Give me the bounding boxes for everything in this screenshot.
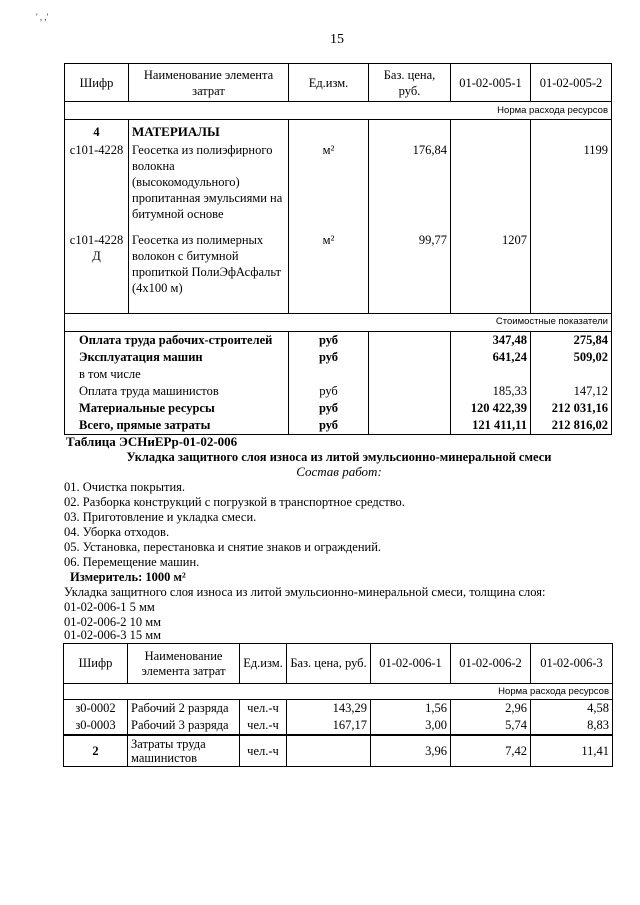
item-name: Геосетка из полимерных волокон с битумной пропиткой ПолиЭфАсфальт (4х100 м) — [129, 231, 289, 303]
cost-label: Стоимостные показатели — [65, 313, 612, 331]
header-unit: Ед.изм. — [240, 644, 287, 684]
row-value-1: 3,00 — [371, 717, 451, 735]
header-unit: Ед.изм. — [289, 64, 369, 102]
row-value-3: 4,58 — [531, 700, 613, 718]
item-name: Геосетка из полиэфирного волокна (высокомодульного) пропитанная эмульсиями на битумной основе — [129, 141, 289, 231]
row-value-1: 1,56 — [371, 700, 451, 718]
summary-name: в том числе — [65, 366, 289, 383]
table-header-row — [65, 64, 612, 102]
row-value-2: 2,96 — [451, 700, 531, 718]
row-unit: чел.-ч — [240, 700, 287, 718]
section-title: МАТЕРИАЛЫ — [129, 120, 289, 142]
summary-name: Оплата труда рабочих-строителей — [65, 331, 289, 349]
summary-unit: руб — [289, 349, 369, 366]
variant-item: 01-02-006-3 15 мм — [64, 628, 162, 642]
summary-value-1 — [451, 366, 531, 383]
composition-title: Состав работ: — [296, 464, 382, 479]
section-row — [65, 120, 612, 142]
cost-label-row — [65, 313, 612, 331]
table-row — [64, 735, 613, 767]
row-name: Рабочий 3 разряда — [128, 717, 240, 735]
summary-name: Оплата труда машинистов — [65, 383, 289, 400]
norm-label-row — [65, 102, 612, 120]
variant-item: 01-02-006-2 10 мм — [64, 615, 162, 629]
item-value-2 — [531, 231, 612, 303]
summary-value-1: 347,48 — [451, 331, 531, 349]
summary-name: Всего, прямые затраты — [65, 417, 289, 435]
summary-row — [65, 417, 612, 435]
item-price: 99,77 — [369, 231, 451, 303]
header-name: Наименование элемента затрат — [129, 64, 289, 102]
summary-name: Материальные ресурсы — [65, 400, 289, 417]
summary-row — [65, 331, 612, 349]
header-col1: 01-02-005-1 — [451, 64, 531, 102]
summary-unit: руб — [289, 417, 369, 435]
table-row — [64, 717, 613, 735]
row-price: 143,29 — [287, 700, 371, 718]
spacer-row — [65, 303, 612, 313]
item-unit: м² — [289, 141, 369, 231]
header-code: Шифр — [65, 64, 129, 102]
item-code: с101-4228Д — [65, 231, 129, 303]
summary-value-2: 147,12 — [531, 383, 612, 400]
summary-row — [65, 383, 612, 400]
work-item: 03. Приготовление и укладка смеси. — [64, 510, 257, 524]
summary-value-1: 641,24 — [451, 349, 531, 366]
norm-label: Норма расхода ресурсов — [64, 684, 613, 700]
summary-value-1: 185,33 — [451, 383, 531, 400]
summary-value-1: 120 422,39 — [451, 400, 531, 417]
work-item: 01. Очистка покрытия. — [64, 480, 186, 494]
row-name: Затраты труда машинистов — [128, 735, 240, 767]
row-name: Рабочий 2 разряда — [128, 700, 240, 718]
page-marks: ' , ,' — [36, 12, 49, 22]
row-value-2: 7,42 — [451, 735, 531, 767]
row-value-3: 11,41 — [531, 735, 613, 767]
summary-name: Эксплуатация машин — [65, 349, 289, 366]
item-value-1: 1207 — [451, 231, 531, 303]
norm-label-row — [64, 684, 613, 700]
row-value-3: 8,83 — [531, 717, 613, 735]
work-item: 04. Уборка отходов. — [64, 525, 170, 539]
row-value-2: 5,74 — [451, 717, 531, 735]
summary-value-2: 212 031,16 — [531, 400, 612, 417]
summary-value-2: 509,02 — [531, 349, 612, 366]
table-row — [65, 231, 612, 303]
page-number: 15 — [330, 32, 344, 47]
summary-unit: руб — [289, 400, 369, 417]
row-unit: чел.-ч — [240, 735, 287, 767]
summary-value-2: 212 816,02 — [531, 417, 612, 435]
item-value-1 — [451, 141, 531, 231]
item-price: 176,84 — [369, 141, 451, 231]
section-number: 4 — [65, 120, 129, 142]
summary-value-2: 275,84 — [531, 331, 612, 349]
header-col3: 01-02-006-3 — [531, 644, 613, 684]
table-row — [64, 700, 613, 718]
summary-row — [65, 349, 612, 366]
header-col2: 01-02-005-2 — [531, 64, 612, 102]
meter: Измеритель: 1000 м² — [70, 570, 186, 584]
work-title: Укладка защитного слоя износа из литой эмульсионно-минеральной смеси — [126, 450, 552, 464]
row-code: з0-0002 — [64, 700, 128, 718]
resource-table-006 — [63, 643, 613, 767]
table-header-row — [64, 644, 613, 684]
item-value-2: 1199 — [531, 141, 612, 231]
resource-table-005 — [64, 63, 612, 435]
work-item: 02. Разборка конструкций с погрузкой в транспортное средство. — [64, 495, 405, 509]
header-price: Баз. цена, руб. — [287, 644, 371, 684]
header-code: Шифр — [64, 644, 128, 684]
header-price: Баз. цена, руб. — [369, 64, 451, 102]
header-col2: 01-02-006-2 — [451, 644, 531, 684]
work-item: 05. Установка, перестановка и снятие знаков и ограждений. — [64, 540, 382, 554]
norm-label: Норма расхода ресурсов — [65, 102, 612, 120]
summary-value-1: 121 411,11 — [451, 417, 531, 435]
work-item: 06. Перемещение машин. — [64, 555, 200, 569]
item-code: с101-4228 — [65, 141, 129, 231]
row-price — [287, 735, 371, 767]
summary-unit — [289, 366, 369, 383]
summary-row — [65, 400, 612, 417]
item-unit: м² — [289, 231, 369, 303]
row-unit: чел.-ч — [240, 717, 287, 735]
row-price: 167,17 — [287, 717, 371, 735]
header-col1: 01-02-006-1 — [371, 644, 451, 684]
summary-row — [65, 366, 612, 383]
row-code: 2 — [64, 735, 128, 767]
table-title: Таблица ЭСНиЕРр-01-02-006 — [66, 434, 238, 449]
table-row — [65, 141, 612, 231]
row-code: з0-0003 — [64, 717, 128, 735]
summary-value-2 — [531, 366, 612, 383]
summary-unit: руб — [289, 383, 369, 400]
summary-unit: руб — [289, 331, 369, 349]
work-description: Укладка защитного слоя износа из литой эмульсионно-минеральной смеси, толщина слоя: — [64, 585, 546, 599]
row-value-1: 3,96 — [371, 735, 451, 767]
variant-item: 01-02-006-1 5 мм — [64, 600, 155, 614]
header-name: Наименование элемента затрат — [128, 644, 240, 684]
